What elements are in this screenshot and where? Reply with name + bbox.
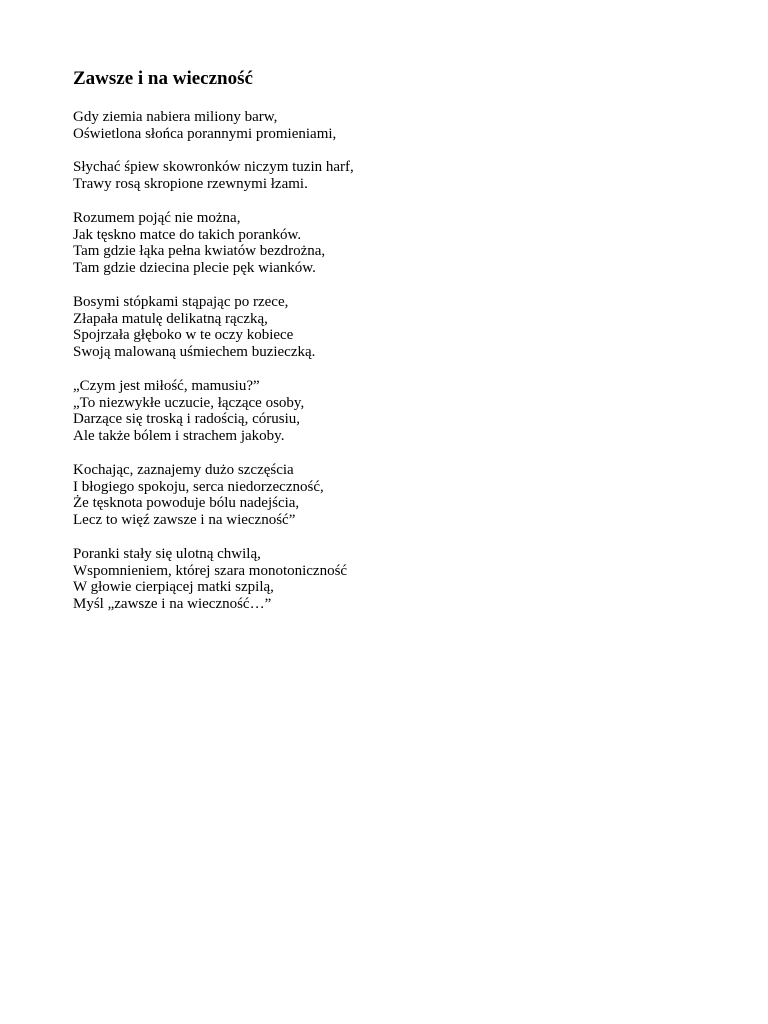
poem-line: Słychać śpiew skowronków niczym tuzin harf, <box>73 159 354 176</box>
poem <box>73 66 713 613</box>
poem-line: Myśl „zawsze i na wieczność…” <box>73 596 272 613</box>
poem-line: „To niezwykłe uczucie, łączące osoby, <box>73 394 305 411</box>
poem-line: W głowie cierpiącej matki szpilą, <box>73 579 274 596</box>
stanza <box>73 159 713 193</box>
poem-line: Jak tęskno matce do takich poranków. <box>73 226 302 243</box>
poem-line: Spojrzała głęboko w te oczy kobiece <box>73 327 294 344</box>
poem-line: Ale także bólem i strachem jakoby. <box>73 428 285 445</box>
poem-line: „Czym jest miłość, mamusiu?” <box>73 377 260 394</box>
poem-line: Że tęsknota powoduje bólu nadejścia, <box>73 495 300 512</box>
stanza <box>73 109 713 143</box>
poem-line: Gdy ziemia nabiera miliony barw, <box>73 109 278 125</box>
poem-line: Oświetlona słońca porannymi promieniami, <box>73 125 337 142</box>
stanza <box>73 294 713 361</box>
poem-line: Tam gdzie dziecina plecie pęk wianków. <box>73 260 316 277</box>
stanza <box>73 546 713 613</box>
poem-line: Tam gdzie łąka pełna kwiatów bezdrożna, <box>73 243 326 260</box>
poem-line: Złapała matulę delikatną rączką, <box>73 310 268 327</box>
poem-line: Bosymi stópkami stąpając po rzece, <box>73 293 289 310</box>
poem-line: I błogiego spokoju, serca niedorzeczność, <box>73 478 324 495</box>
stanza <box>73 210 713 277</box>
poem-line: Darzące się troską i radością, córusiu, <box>73 411 300 428</box>
poem-line: Poranki stały się ulotną chwilą, <box>73 545 261 562</box>
poem-line: Wspomnieniem, której szara monotoniczność <box>73 562 348 579</box>
poem-line: Swoją malowaną uśmiechem buzieczką. <box>73 344 316 361</box>
poem-line: Kochając, zaznajemy dużo szczęścia <box>73 461 294 478</box>
stanza <box>73 462 713 529</box>
stanza <box>73 378 713 445</box>
poem-line: Lecz to więź zawsze i na wieczność” <box>73 512 296 529</box>
poem-line: Rozumem pojąć nie można, <box>73 209 241 226</box>
poem-title: Zawsze i na wieczność <box>73 68 253 89</box>
poem-line: Trawy rosą skropione rzewnymi łzami. <box>73 176 308 193</box>
